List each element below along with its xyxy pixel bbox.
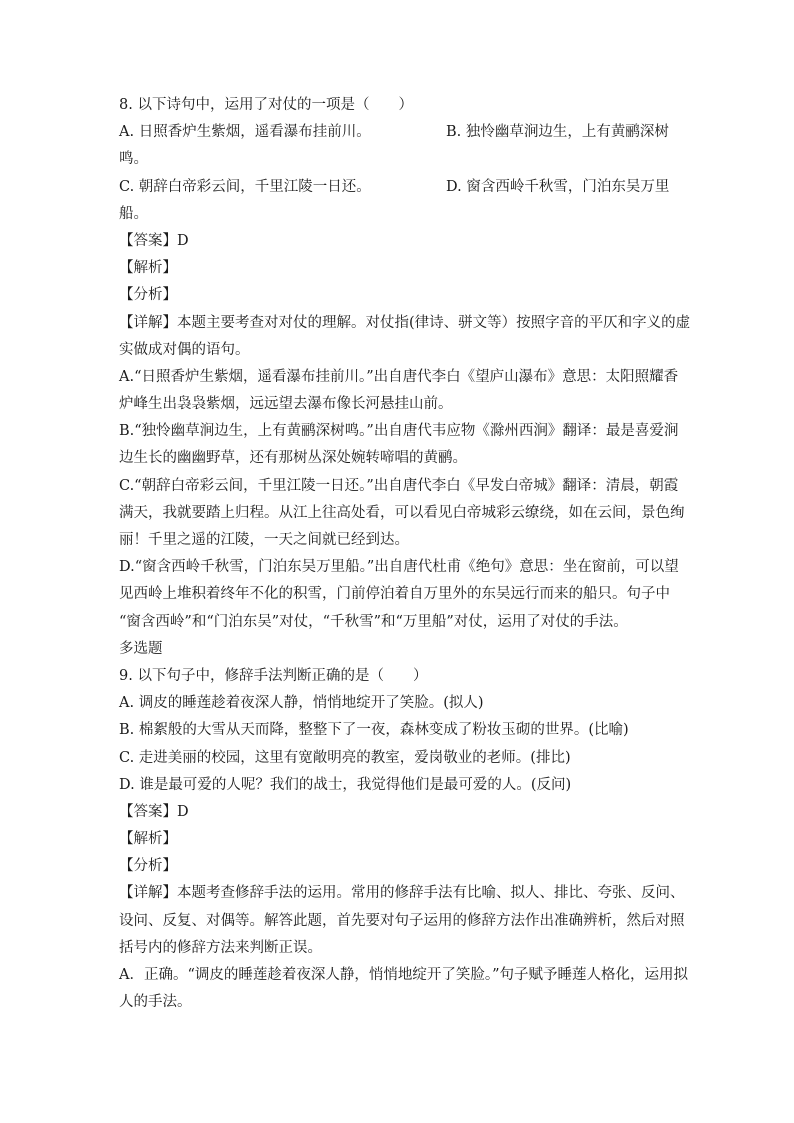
q8-option-a: A. 日照香炉生紫烟，遥看瀑布挂前川。	[119, 124, 371, 141]
q9-answer: 【答案】D	[119, 803, 189, 820]
q8-detail-line: B.“独怜幽草涧边生，上有黄鹂深树鸣。”出自唐代韦应物《滁州西涧》翻译：最是喜爱涧	[119, 423, 679, 440]
q8-option-b: B. 独怜幽草涧边生，上有黄鹂深树	[446, 124, 669, 141]
q9-question: 9. 以下句子中，修辞手法判断正确的是（ ）	[119, 667, 428, 684]
q8-detail-line: 炉峰生出袅袅紫烟，远远望去瀑布像长河悬挂山前。	[119, 396, 453, 413]
q8-option-d-cont: 船。	[119, 205, 148, 222]
q8-option-d: D. 窗含西岭千秋雪，门泊东吴万里	[446, 178, 670, 195]
q8-option-b-cont: 鸣。	[119, 151, 148, 168]
q8-option-c: C. 朝辞白帝彩云间，千里江陵一日还。	[119, 178, 371, 195]
q9-option-b: B. 棉絮般的大雪从天而降，整整下了一夜，森林变成了粉妆玉砌的世界。(比喻)	[119, 722, 629, 739]
q8-question: 8. 以下诗句中，运用了对仗的一项是（ ）	[119, 97, 413, 113]
q8-detail-line: 实做成对偶的语句。	[119, 341, 250, 358]
q8-detail-line: 丽！千里之遥的江陵，一天之间就已经到达。	[119, 532, 409, 548]
q9-detail-line: 【详解】本题考查修辞手法的运用。常用的修辞手法有比喻、拟人、排比、夸张、反问、	[119, 885, 685, 902]
q8-detail-line: A.“日照香炉生紫烟，遥看瀑布挂前川。”出自唐代李白《望庐山瀑布》意思：太阳照耀香	[119, 368, 679, 385]
q9-fenxi-label: 【分析】	[119, 858, 177, 875]
section-label: 多选题	[119, 640, 163, 657]
q8-detail-line: 【详解】本题主要考查对对仗的理解。对仗指(律诗、骈文等）按照字音的平仄和字义的虚	[119, 314, 691, 331]
q9-detail-line: 括号内的修辞方法来判断正误。	[119, 939, 322, 956]
q9-option-a: A. 调皮的睡莲趁着夜深人静，悄悄地绽开了笑脸。(拟人)	[119, 695, 484, 712]
q8-detail-line: “窗含西岭”和“门泊东吴”对仗，“千秋雪”和“万里船”对仗，运用了对仗的手法。	[119, 613, 628, 630]
q8-detail-line: D.“窗含西岭千秋雪，门泊东吴万里船。”出自唐代杜甫《绝句》意思：坐在窗前，可以望	[119, 559, 679, 576]
q8-detail-line: 边生长的幽幽野草，还有那树丛深处婉转啼唱的黄鹂。	[119, 450, 467, 467]
q8-detail-line: 见西岭上堆积着终年不化的积雪，门前停泊着自万里外的东吴远行而来的船只。句子中	[119, 586, 670, 603]
q8-fenxi-label: 【分析】	[119, 287, 177, 304]
q9-jiexi-label: 【解析】	[119, 831, 177, 848]
q9-detail-line: A．正确。“调皮的睡莲趁着夜深人静，悄悄地绽开了笑脸。”句子赋予睡莲人格化，运用拟	[119, 967, 689, 983]
q9-detail-line: 人的手法。	[119, 994, 192, 1011]
q9-option-c: C. 走进美丽的校园，这里有宽敞明亮的教室，爱岗敬业的老师。(排比)	[119, 749, 571, 766]
q8-detail-line: 满天，我就要踏上归程。从江上往高处看，可以看见白帝城彩云缭绕，如在云间，景色绚	[119, 504, 685, 521]
q8-jiexi-label: 【解析】	[119, 260, 177, 277]
q8-options-row-1	[119, 119, 679, 146]
q9-detail-line: 设问、反复、对偶等。解答此题，首先要对句子运用的修辞方法作出准确辨析，然后对照	[119, 912, 685, 929]
q8-answer: 【答案】D	[119, 232, 189, 249]
q9-option-d: D. 谁是最可爱的人呢？我们的战士，我觉得他们是最可爱的人。(反问)	[119, 776, 572, 793]
page-content	[119, 92, 691, 1016]
q8-detail-line: C.“朝辞白帝彩云间，千里江陵一日还。”出自唐代李白《早发白帝城》翻译：清晨，朝霞	[119, 477, 679, 494]
q8-options-row-2	[119, 174, 679, 201]
